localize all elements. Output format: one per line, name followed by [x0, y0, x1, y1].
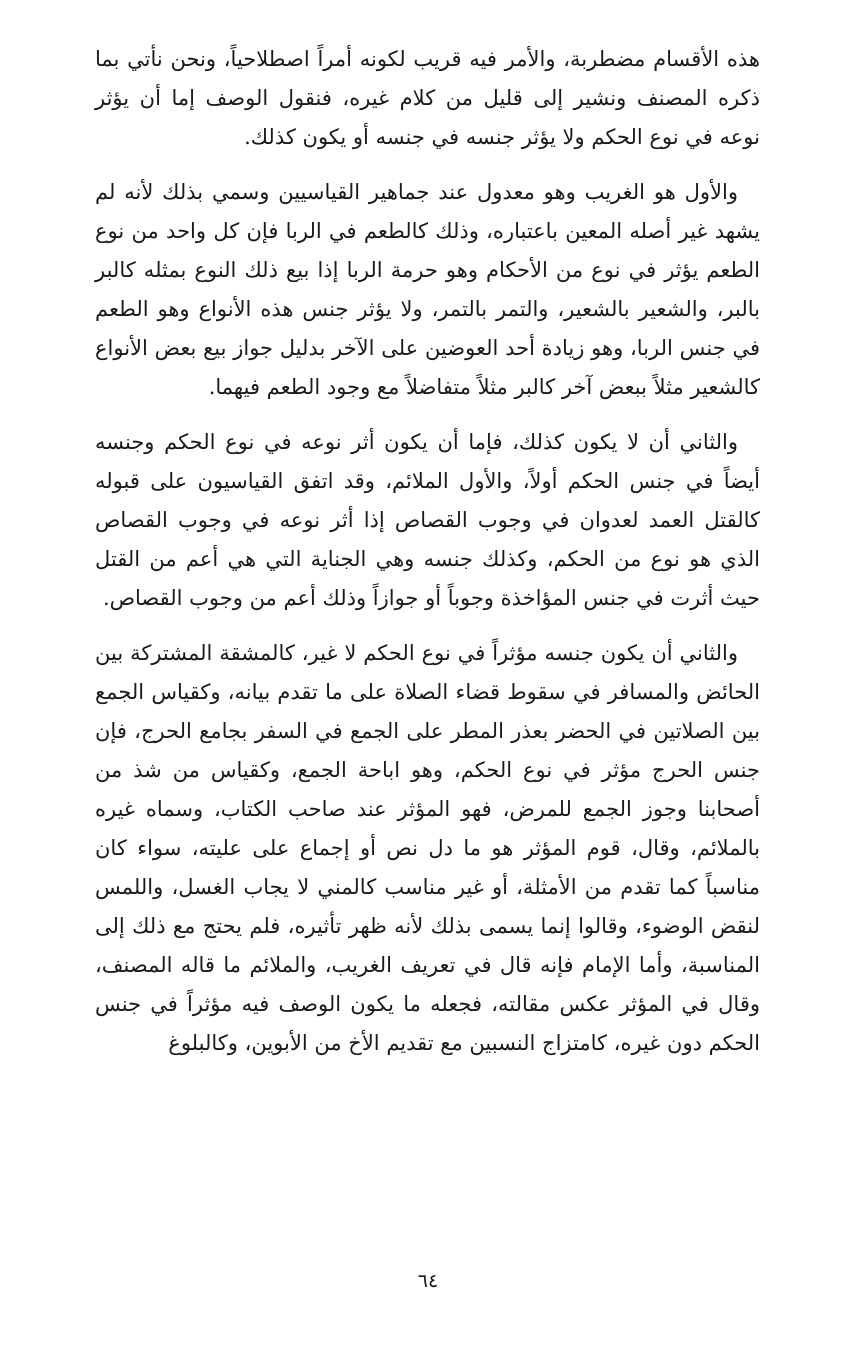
paragraph-4: والثاني أن يكون جنسه مؤثراً في نوع الحكم لا غير، كالمشقة المشتركة بين الحائض والمسافر في سقوط قضاء الصلاة على ما تقدم بيانه، وكقياس الجمع بين الصلاتين في الحضر بعذر المطر على الجمع في السفر بجامع الحرج، فإن جنس الحرج مؤثر في نوع الحكم، وهو اباحة الجمع، وكقياس من شذ من أصحابنا وجوز الجمع للمرض، فهو المؤثر عند صاحب الكتاب، وسماه غيره بالملائم، وقال، قوم المؤثر هو ما دل نص أو إجماع على عليته، سواء كان مناسباً كما تقدم من الأمثلة، أو غير مناسب كالمني لا يجاب الغسل، واللمس لنقض الوضوء، وقالوا إنما يسمى بذلك لأنه ظهر تأثيره، فلم يحتج مع ذلك إلى المناسبة، وأما الإمام فإنه قال في تعريف الغريب، والملائم ما قاله المصنف، وقال في المؤثر عكس مقالته، فجعله ما يكون الوصف فيه مؤثراً في جنس الحكم دون غيره، كامتزاج النسبين مع تقديم الأخ من الأبوين، وكالبلوغ	[95, 641, 760, 1055]
paragraph-2: والأول هو الغريب وهو معدول عند جماهير القياسيين وسمي بذلك لأنه لم يشهد غير أصله المعين باعتباره، وذلك كالطعم في الربا فإن كل واحد من نوع الطعم يؤثر في نوع من الأحكام وهو حرمة الربا إذا بيع ذلك النوع بمثله كالبر بالبر، والشعير بالشعير، والتمر بالتمر، ولا يؤثر جنس هذه الأنواع وهو الطعم في جنس الربا، وهو زيادة أحد العوضين على الآخر بدليل جواز بيع بعض الأنواع كالشعير مثلاً ببعض آخر كالبر مثلاً متفاضلاً مع وجود الطعم فيهما.	[95, 180, 760, 399]
paragraph-3: والثاني أن لا يكون كذلك، فإما أن يكون أثر نوعه في نوع الحكم وجنسه أيضاً في جنس الحكم أولاً، والأول الملائم، وقد اتفق القياسيون على قبوله كالقتل العمد لعدوان في وجوب القصاص إذا أثر نوعه في وجوب القصاص الذي هو نوع من الحكم، وكذلك جنسه وهي الجناية التي هي أعم من القتل حيث أثرت في جنس المؤاخذة وجوباً أو جوازاً وذلك أعم من وجوب القصاص.	[95, 430, 760, 610]
page-number: ٦٤	[417, 1270, 439, 1292]
page-body	[95, 40, 760, 1079]
paragraph-1: هذه الأقسام مضطربة، والأمر فيه قريب لكونه أمراً اصطلاحياً، ونحن نأتي بما ذكره المصنف ونشير إلى قليل من كلام غيره، فنقول الوصف إما أن يؤثر نوعه في نوع الحكم ولا يؤثر جنسه في جنسه أو يكون كذلك.	[95, 47, 760, 149]
